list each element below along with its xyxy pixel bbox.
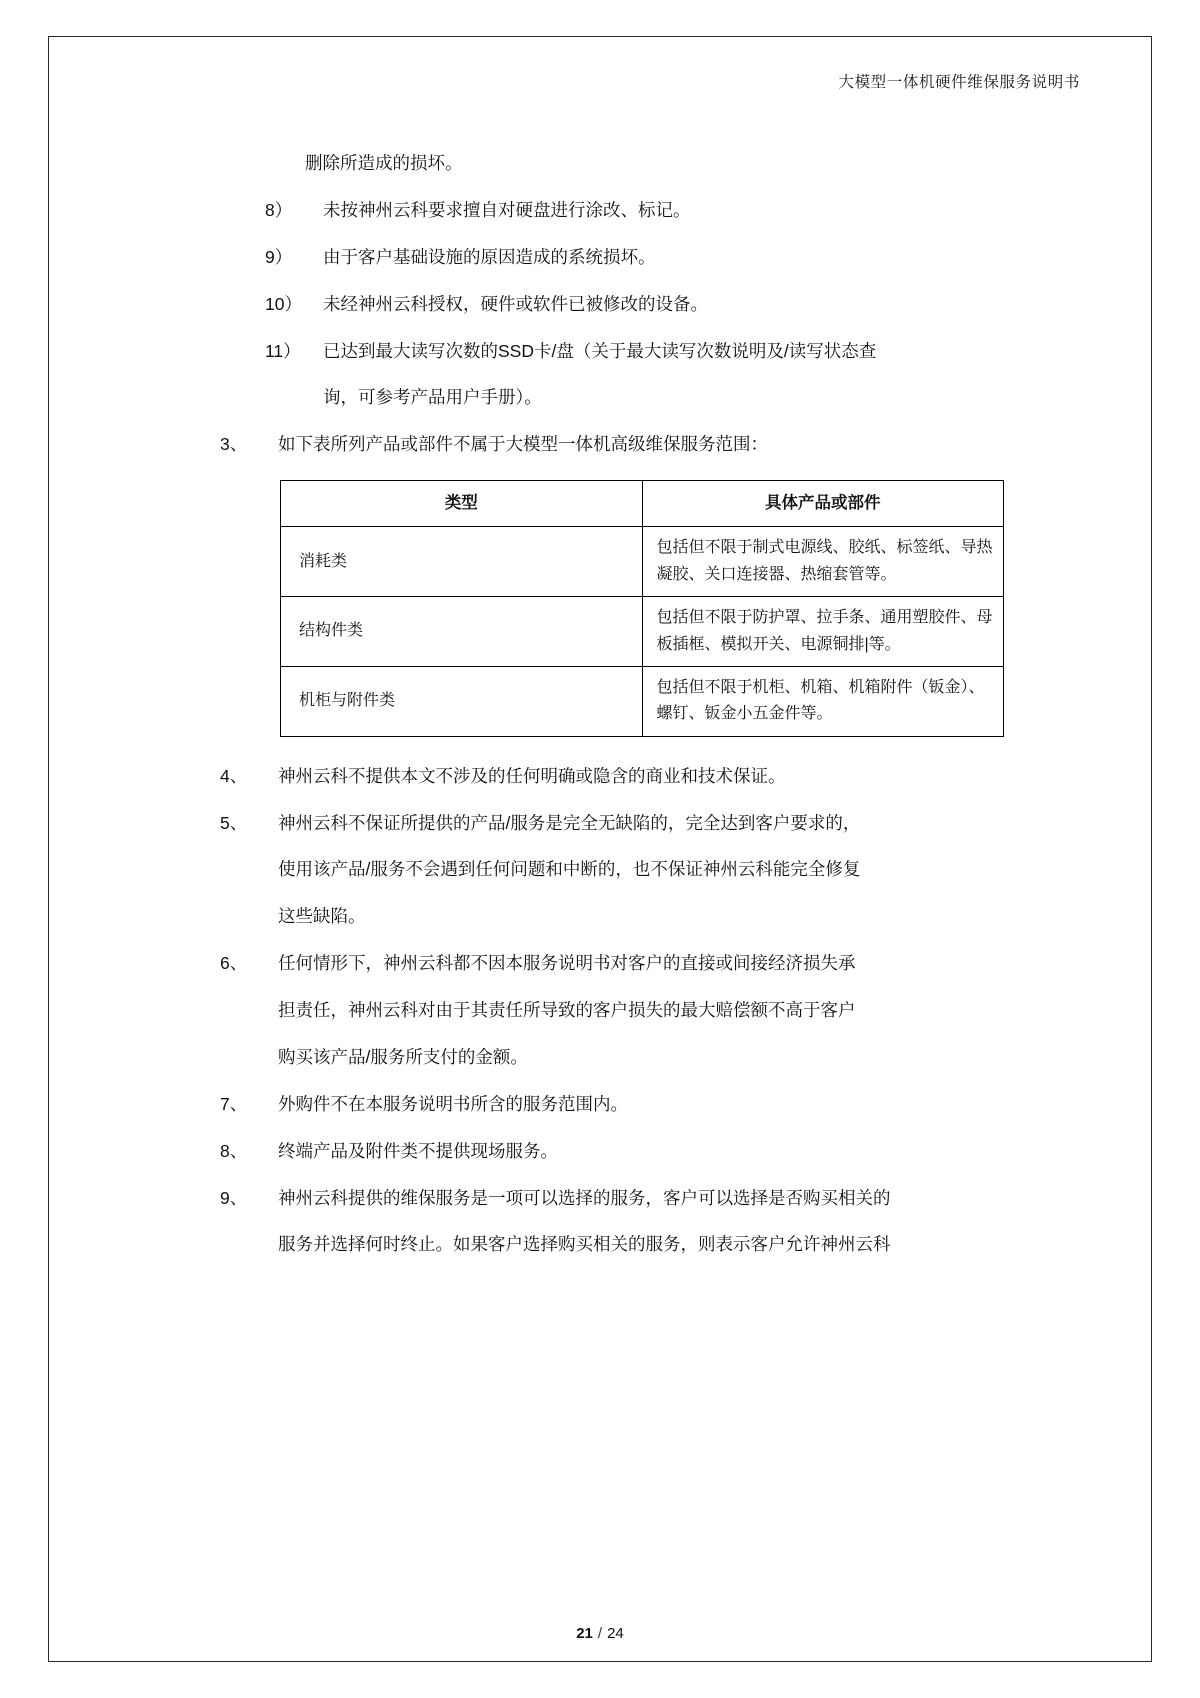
list-item-3 xyxy=(220,423,1090,466)
list-item-8 xyxy=(220,1130,1090,1173)
list-item-9-sub xyxy=(265,236,1090,279)
list-item-11-sub xyxy=(265,330,1090,373)
list-marker: 8） xyxy=(265,199,293,220)
exclusion-table xyxy=(280,480,1004,737)
table-cell-category: 机柜与附件类 xyxy=(281,666,643,736)
list-text: 神州云科不提供本文不涉及的任何明确或隐含的商业和技术保证。 xyxy=(278,765,786,786)
list-text: 外购件不在本服务说明书所含的服务范围内。 xyxy=(278,1093,628,1114)
list-marker: 3、 xyxy=(220,434,248,455)
list-marker: 4、 xyxy=(220,765,248,786)
list-text: 如下表所列产品或部件不属于大模型一体机高级维保服务范围： xyxy=(278,434,768,455)
list-text: 神州云科提供的维保服务是一项可以选择的服务，客户可以选择是否购买相关的 xyxy=(278,1187,891,1208)
list-text: 已达到最大读写次数的SSD卡/盘（关于最大读写次数说明及/读写状态查 xyxy=(323,340,877,361)
list-marker: 8、 xyxy=(220,1140,248,1161)
list-marker: 7、 xyxy=(220,1093,248,1114)
table-cell-category: 结构件类 xyxy=(281,597,643,667)
list-marker: 9、 xyxy=(220,1187,248,1208)
list-item-6 xyxy=(220,942,1090,985)
page-footer xyxy=(0,1625,1200,1642)
list-item-8-sub xyxy=(265,189,1090,232)
table-header-type: 类型 xyxy=(281,481,643,527)
list-item-7 xyxy=(220,1083,1090,1126)
list-marker: 9） xyxy=(265,246,293,267)
page-number-separator: / xyxy=(597,1625,603,1642)
list-marker: 6、 xyxy=(220,953,248,974)
document-header-title: 大模型一体机硬件维保服务说明书 xyxy=(838,73,1080,91)
table-header-products: 具体产品或部件 xyxy=(642,481,1004,527)
table-cell-description: 包括但不限于机柜、机箱、机箱附件（钣金）、螺钉、钣金小五金件等。 xyxy=(642,666,1004,736)
table-row xyxy=(281,527,1004,597)
list-item-6-line2: 担责任，神州云科对由于其责任所导致的客户损失的最大赔偿额不高于客户 xyxy=(278,1000,856,1021)
list-item-6-line3: 购买该产品/服务所支付的金额。 xyxy=(278,1046,528,1067)
list-item-11-continuation: 询，可参考产品用户手册）。 xyxy=(323,387,542,408)
list-marker: 10） xyxy=(265,293,302,314)
page-number-current: 21 xyxy=(576,1625,593,1642)
list-marker: 11） xyxy=(265,340,301,361)
list-text: 神州云科不保证所提供的产品/服务是完全无缺陷的，完全达到客户要求的， xyxy=(278,812,861,833)
list-item-9 xyxy=(220,1177,1090,1220)
table-cell-category: 消耗类 xyxy=(281,527,643,597)
list-item-5-line2: 使用该产品/服务不会遇到任何问题和中断的，也不保证神州云科能完全修复 xyxy=(278,859,861,880)
continuation-text-top: 删除所造成的损坏。 xyxy=(305,153,463,173)
page-number-total: 24 xyxy=(607,1625,624,1642)
table-cell-description: 包括但不限于制式电源线、胶纸、标签纸、导热凝胶、关口连接器、热缩套管等。 xyxy=(642,527,1004,597)
table-row xyxy=(281,666,1004,736)
list-text: 终端产品及附件类不提供现场服务。 xyxy=(278,1140,558,1161)
list-item-4 xyxy=(220,755,1090,798)
list-text: 未按神州云科要求擅自对硬盘进行涂改、标记。 xyxy=(323,199,691,220)
list-item-9-line2: 服务并选择何时终止。如果客户选择购买相关的服务，则表示客户允许神州云科 xyxy=(278,1234,891,1255)
list-item-5-line3: 这些缺陷。 xyxy=(278,906,366,927)
list-text: 任何情形下，神州云科都不因本服务说明书对客户的直接或间接经济损失承 xyxy=(278,953,856,974)
page-content xyxy=(110,70,1090,1270)
list-text: 未经神州云科授权，硬件或软件已被修改的设备。 xyxy=(323,293,708,314)
list-text: 由于客户基础设施的原因造成的系统损坏。 xyxy=(323,246,656,267)
list-item-10-sub xyxy=(265,283,1090,326)
table-cell-description: 包括但不限于防护罩、拉手条、通用塑胶件、母板插框、模拟开关、电源铜排|等。 xyxy=(642,597,1004,667)
table-header-row xyxy=(281,481,1004,527)
table-row xyxy=(281,597,1004,667)
list-item-5 xyxy=(220,802,1090,845)
list-marker: 5、 xyxy=(220,812,248,833)
